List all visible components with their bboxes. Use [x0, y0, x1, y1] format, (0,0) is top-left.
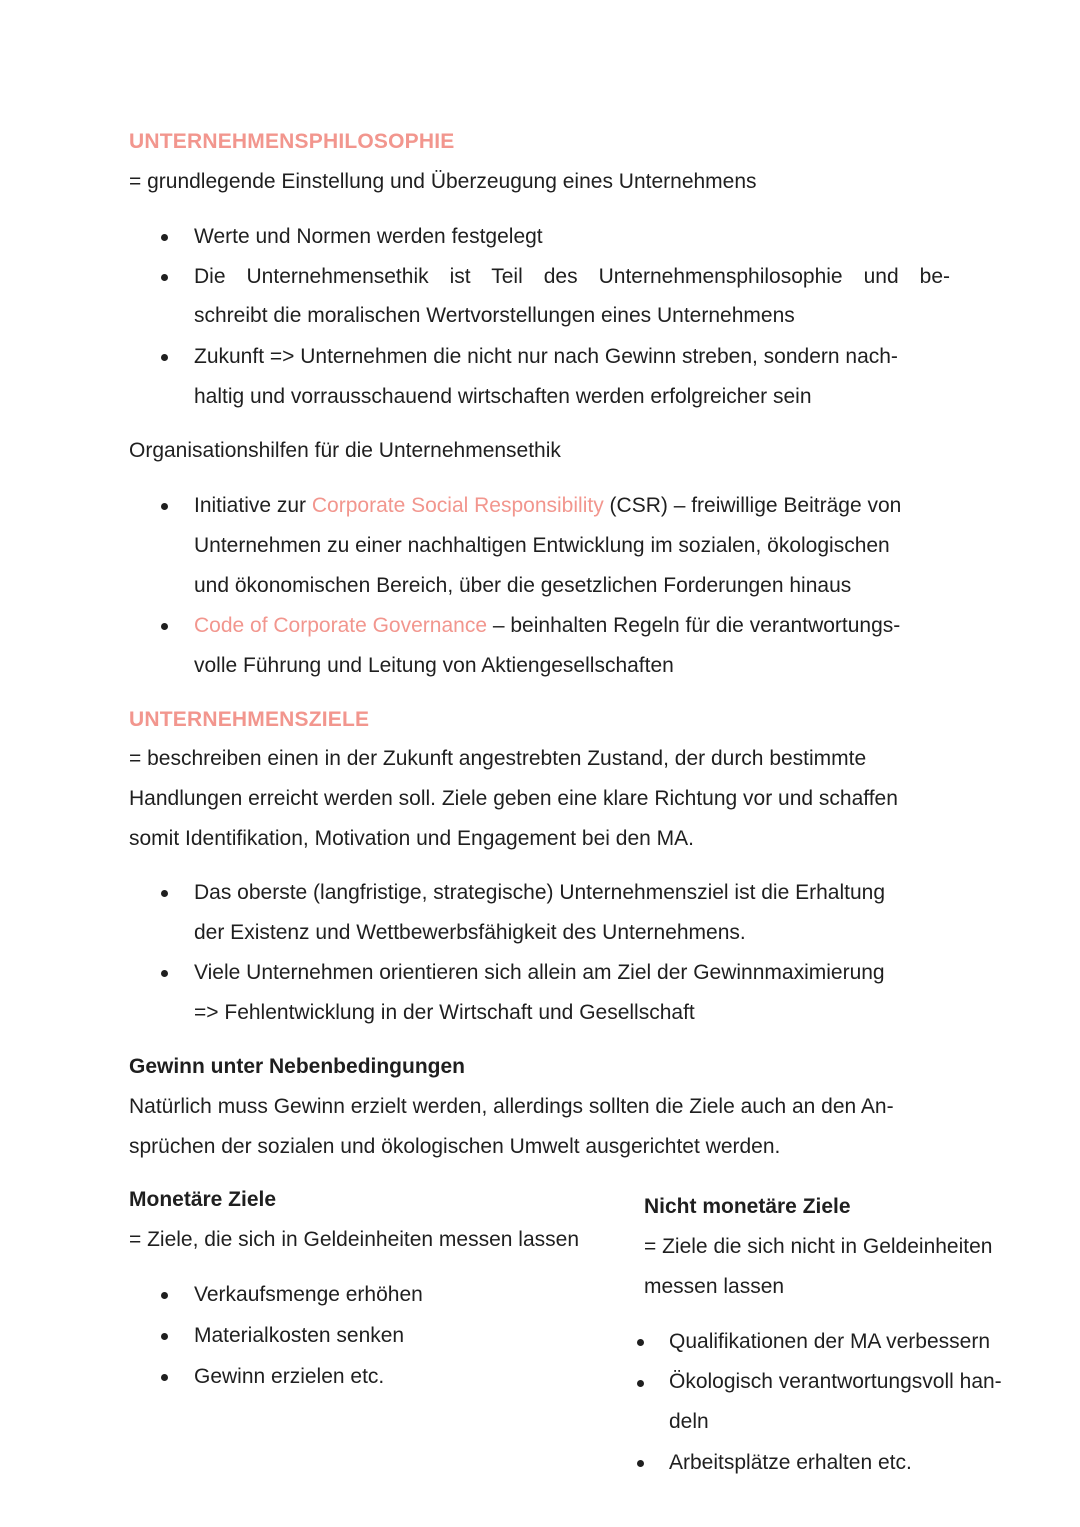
- profit-line-1: Natürlich muss Gewinn erzielt werden, allerdings sollten die Ziele auch an den An-: [129, 1095, 894, 1118]
- bullet-dot: [161, 623, 168, 630]
- philosophy-definition: = grundlegende Einstellung und Überzeugung eines Unternehmens: [129, 170, 757, 193]
- goals-bullet-1-line-1: Das oberste (langfristige, strategische) Unternehmensziel ist die Erhaltung: [194, 881, 886, 904]
- bullet-dot: [161, 274, 168, 281]
- code-suffix: – beinhalten Regeln für die verantwortungs-: [487, 614, 901, 637]
- nonmonetary-item-2-line-1: Ökologisch verantwortungsvoll han-: [669, 1370, 1002, 1393]
- bullet-dot: [637, 1339, 644, 1346]
- profit-title: Gewinn unter Nebenbedingungen: [129, 1055, 465, 1078]
- monetary-title: Monetäre Ziele: [129, 1188, 277, 1211]
- bullet-dot: [637, 1460, 644, 1467]
- goals-bullet-2-line-1: Viele Unternehmen orientieren sich allein am Ziel der Gewinnmaximierung: [194, 961, 885, 984]
- goals-bullet-2-line-2: => Fehlentwicklung in der Wirtschaft und Gesellschaft: [194, 1001, 695, 1024]
- bullet-dot: [161, 234, 168, 241]
- code-line-2: volle Führung und Leitung von Aktiengesellschaften: [194, 654, 674, 677]
- nonmonetary-item-2-line-2: deln: [669, 1410, 709, 1433]
- philosophy-bullet-1: Werte und Normen werden festgelegt: [194, 225, 543, 248]
- monetary-item: Materialkosten senken: [194, 1324, 405, 1347]
- nonmonetary-definition-line-1: = Ziele die sich nicht in Geldeinheiten: [644, 1235, 993, 1258]
- org-aids-title: Organisationshilfen für die Unternehmensethik: [129, 439, 561, 462]
- goals-definition-line-3: somit Identifikation, Motivation und Engagement bei den MA.: [129, 827, 694, 850]
- profit-line-2: sprüchen der sozialen und ökologischen Umwelt ausgerichtet werden.: [129, 1135, 781, 1158]
- bullet-dot: [161, 890, 168, 897]
- nonmonetary-item-1: Qualifikationen der MA verbessern: [669, 1330, 990, 1353]
- bullet-dot: [637, 1380, 644, 1387]
- bullet-dot: [161, 354, 168, 361]
- philosophy-bullet-3-line-1: Zukunft => Unternehmen die nicht nur nach Gewinn streben, sondern nach-: [194, 345, 898, 368]
- bullet-dot: [161, 1374, 168, 1381]
- heading-philosophy: UNTERNEHMENSPHILOSOPHIE: [129, 130, 455, 153]
- csr-line-3: und ökonomischen Bereich, über die gesetzlichen Forderungen hinaus: [194, 574, 852, 597]
- monetary-definition: = Ziele, die sich in Geldeinheiten messen lassen: [129, 1228, 580, 1251]
- csr-line-2: Unternehmen zu einer nachhaltigen Entwicklung im sozialen, ökologischen: [194, 534, 890, 557]
- goals-bullet-1-line-2: der Existenz und Wettbewerbsfähigkeit des Unternehmens.: [194, 921, 746, 944]
- bullet-dot: [161, 970, 168, 977]
- code-link: Code of Corporate Governance: [194, 614, 488, 637]
- bullet-dot: [161, 1333, 168, 1340]
- goals-definition-line-1: = beschreiben einen in der Zukunft angestrebten Zustand, der durch bestimmte: [129, 747, 867, 770]
- philosophy-bullet-2-line-2: schreibt die moralischen Wertvorstellungen eines Unternehmens: [194, 304, 795, 327]
- philosophy-bullet-3-line-2: haltig und vorrausschauend wirtschaften werden erfolgreicher sein: [194, 385, 812, 408]
- nonmonetary-item-3: Arbeitsplätze erhalten etc.: [669, 1451, 912, 1474]
- bullet-dot: [161, 1292, 168, 1299]
- csr-link: Corporate Social Responsibility: [311, 494, 604, 517]
- csr-suffix: (CSR) – freiwillige Beiträge von: [603, 494, 902, 517]
- monetary-item: Gewinn erzielen etc.: [194, 1365, 385, 1388]
- philosophy-bullet-2-line-1: Die Unternehmensethik ist Teil des Unternehmensphilosophie und be-: [194, 265, 950, 288]
- monetary-item: Verkaufsmenge erhöhen: [194, 1283, 423, 1306]
- goals-definition-line-2: Handlungen erreicht werden soll. Ziele geben eine klare Richtung vor und schaffen: [129, 787, 898, 810]
- bullet-dot: [161, 503, 168, 510]
- code-line-1: [194, 606, 900, 646]
- csr-prefix: Initiative zur: [194, 494, 312, 517]
- heading-goals: UNTERNEHMENSZIELE: [129, 708, 370, 731]
- nonmonetary-title: Nicht monetäre Ziele: [644, 1195, 851, 1218]
- nonmonetary-definition-line-2: messen lassen: [644, 1275, 785, 1298]
- csr-line-1: [194, 486, 901, 526]
